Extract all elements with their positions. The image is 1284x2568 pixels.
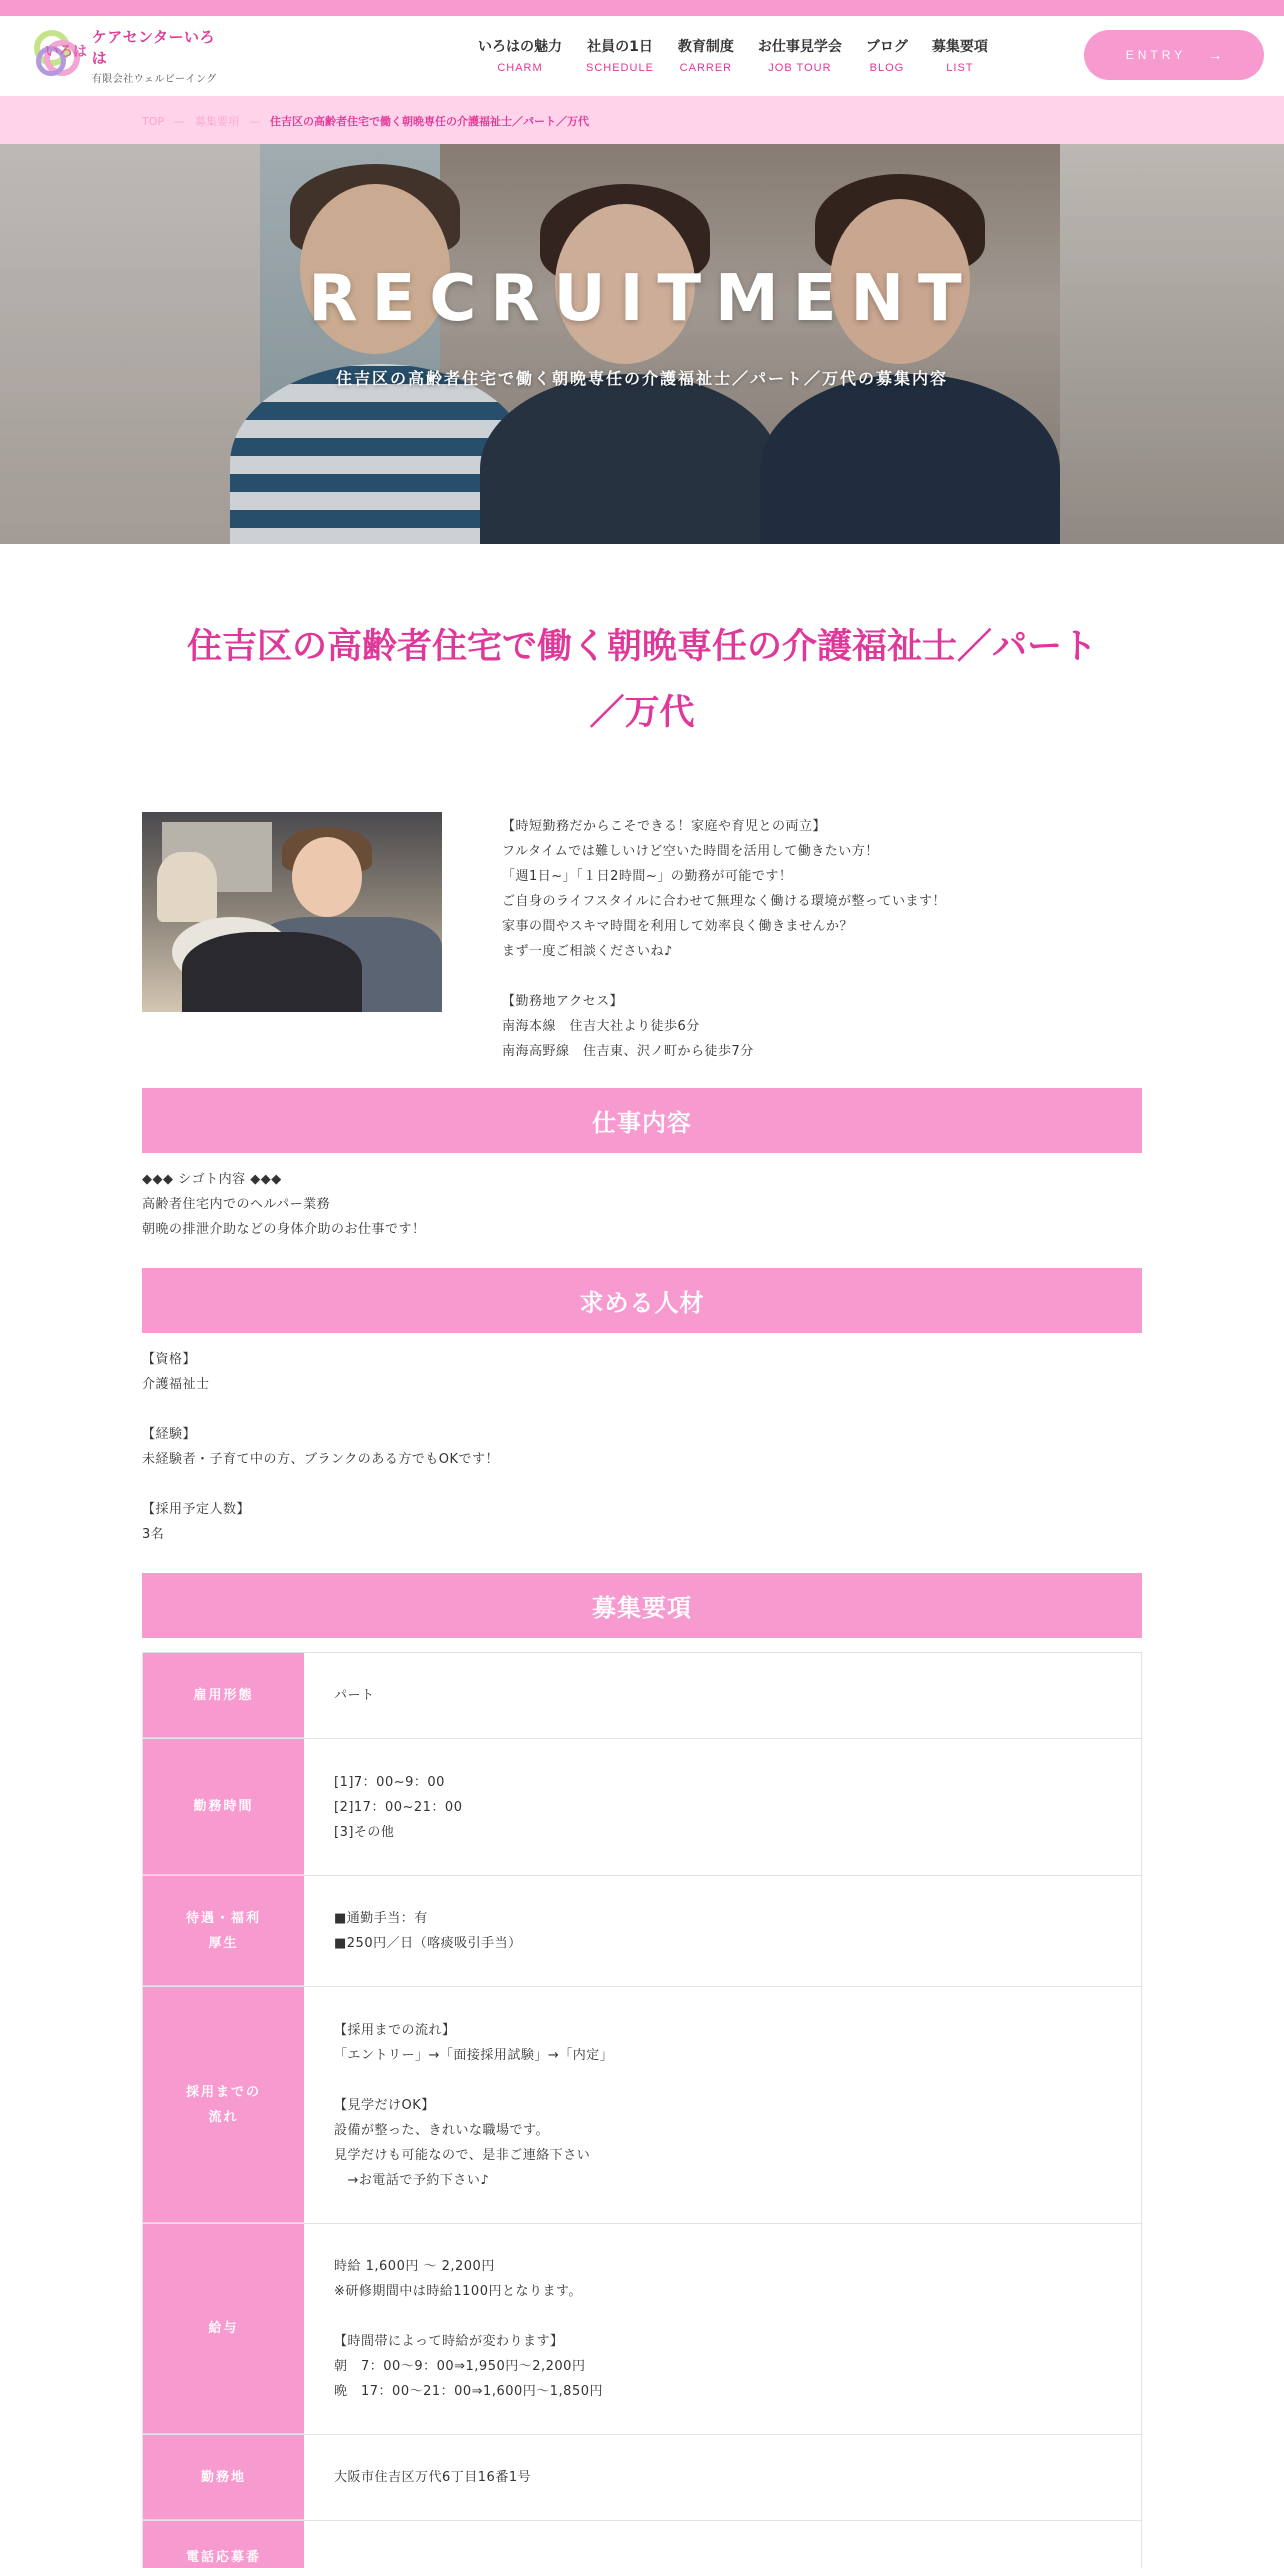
table-row-value [304, 2435, 1141, 2520]
nav-label-ja: 社員の1日 [587, 39, 653, 55]
value-line: 設備が整った、きれいな職場です。 [334, 2122, 549, 2138]
logo-mark-icon [30, 26, 88, 84]
wanted-line: 介護福祉士 [142, 1377, 210, 1392]
value-line: ■通勤手当：有 [334, 1911, 428, 1926]
nav-item-list[interactable] [932, 36, 988, 74]
value-line: 【見学だけOK】 [334, 2097, 435, 2113]
value-line: [2]17：00~21：00 [334, 1799, 463, 1815]
table-row [143, 1987, 1141, 2224]
nav-label-en: CARRER [679, 62, 733, 74]
nav-label-en: CHARM [497, 62, 543, 74]
wanted-line: 【採用予定人数】 [142, 1502, 251, 1517]
table-row-label [143, 1653, 304, 1738]
nav-item-schedule[interactable] [586, 36, 654, 74]
breadcrumb-current: 住吉区の高齢者住宅で働く朝晩専任の介護福祉士／パート／万代 [270, 115, 590, 128]
hero-title: RECRUITMENT [308, 262, 976, 336]
intro-line: ご自身のライフスタイルに合わせて無理なく働ける環境が整っています！ [502, 894, 946, 909]
value-line: ■250円／日（喀痰吸引手当） [334, 1936, 522, 1951]
entry-button[interactable] [1084, 30, 1264, 80]
table-row [143, 2224, 1141, 2435]
value-line: ※研修期間中は時給1100円となります。 [334, 2284, 582, 2299]
label-line: 勤務地 [200, 2469, 246, 2485]
label-line: 勤務時間 [193, 1799, 254, 1814]
value-line: 時給 1,600円 ～ 2,200円 [334, 2259, 495, 2274]
value-line: →お電話で予約下さい♪ [334, 2172, 490, 2188]
intro-photo [142, 812, 442, 1012]
wanted-line: 未経験者・子育て中の方、ブランクのある方でもOKです！ [142, 1452, 499, 1467]
wanted-line: 【資格】 [142, 1352, 197, 1367]
hero-banner [0, 144, 1284, 544]
intro-line: まず一度ご相談くださいね♪ [502, 944, 673, 959]
section-heading-job-content: 仕事内容 [142, 1088, 1142, 1153]
breadcrumb-top[interactable]: TOP [142, 114, 165, 128]
intro-line: 南海本線 住吉大社より徒歩6分 [502, 1019, 700, 1034]
intro-line: 【時短勤務だからこそできる！家庭や育児との両立】 [502, 819, 827, 834]
job-content-line: ◆◆◆ シゴト内容 ◆◆◆ [142, 1172, 282, 1187]
page-title [142, 614, 1142, 746]
breadcrumb-bar [0, 96, 1284, 144]
value-line: 「エントリー」→「面接採用試験」→「内定」 [334, 2047, 614, 2063]
wanted-line: 【経験】 [142, 1427, 197, 1442]
nav-label-ja: お仕事見学会 [757, 39, 842, 55]
value-line [334, 2068, 1111, 2093]
top-accent-bar [0, 0, 1284, 16]
hero-subtitle: 住吉区の高齢者住宅で働く朝晩専任の介護福祉士／パート／万代の募集内容 [335, 369, 948, 388]
table-row-label [143, 2435, 304, 2520]
value-line: 見学だけも可能なので、是非ご連絡下さい [334, 2147, 591, 2163]
nav-item-blog[interactable] [866, 36, 908, 74]
entry-button-label: ENTRY [1125, 48, 1187, 62]
job-content-text [142, 1167, 1142, 1242]
label-line: 待遇・福利 [185, 1910, 261, 1926]
requirements-table [142, 1652, 1142, 2568]
logo-glyph: いろは [45, 44, 87, 60]
intro-line: 家事の間やスキマ時間を利用して効率良く働きませんか？ [502, 919, 854, 934]
wanted-line [142, 1397, 1142, 1422]
wanted-line [142, 1472, 1142, 1497]
intro-line: フルタイムでは難しいけど空いた時間を活用して働きたい方！ [502, 844, 879, 859]
nav-label-en: LIST [946, 62, 974, 74]
wanted-line: 3名 [142, 1527, 165, 1542]
breadcrumb-list[interactable]: 募集要項 [195, 115, 240, 128]
nav-item-job-tour[interactable] [758, 36, 842, 74]
wanted-text [142, 1347, 1142, 1547]
table-row [143, 2435, 1141, 2521]
table-row-value [304, 1876, 1141, 1986]
arrow-right-icon: → [1208, 47, 1223, 63]
value-line: 晩 17：00～21：00⇒1,600円～1,850円 [334, 2384, 603, 2399]
value-line: 朝 7：00～9：00⇒1,950円～2,200円 [334, 2359, 586, 2374]
label-line: 給与 [208, 2321, 239, 2336]
table-row [143, 1739, 1141, 1876]
main-nav [478, 36, 1012, 74]
value-line: 【時間帯によって時給が変わります】 [334, 2334, 564, 2349]
table-row-label [143, 1987, 304, 2223]
label-line: 採用までの [185, 2084, 261, 2100]
label-line: 電話応募番 [185, 2550, 261, 2565]
nav-label-ja: ブログ [865, 39, 908, 55]
intro-line [502, 964, 1142, 989]
table-row-label [143, 2224, 304, 2434]
nav-label-en: BLOG [869, 62, 905, 74]
value-line: [1]7：00~9：00 [334, 1774, 445, 1790]
table-row-value [304, 1987, 1141, 2223]
table-row-label [143, 1739, 304, 1875]
value-line: 【採用までの流れ】 [334, 2022, 456, 2038]
logo-company: 有限会社ウェルビーイング [91, 73, 217, 85]
breadcrumb [142, 113, 589, 129]
job-content-line: 朝晩の排泄介助などの身体介助のお仕事です！ [142, 1222, 426, 1237]
table-row [143, 1876, 1141, 1987]
logo-name: ケアセンターいろは [91, 27, 216, 67]
table-row-value [304, 1739, 1141, 1875]
nav-label-en: SCHEDULE [586, 62, 654, 74]
label-line: 雇用形態 [193, 1687, 254, 1703]
breadcrumb-separator: — [174, 114, 186, 128]
table-row-label [143, 2521, 304, 2568]
site-logo[interactable] [30, 22, 230, 88]
nav-item-charm[interactable] [478, 36, 562, 74]
section-heading-wanted: 求める人材 [142, 1268, 1142, 1333]
table-row [143, 1653, 1141, 1739]
section-heading-requirements: 募集要項 [142, 1573, 1142, 1638]
nav-item-carrer[interactable] [678, 36, 734, 74]
table-row-value [304, 1653, 1141, 1738]
intro-line: 南海高野線 住吉東、沢ノ町から徒歩7分 [502, 1044, 754, 1059]
value-line [334, 2521, 1111, 2546]
nav-label-en: JOB TOUR [768, 62, 832, 74]
table-row-value [304, 2224, 1141, 2434]
job-content-line: 高齢者住宅内でのヘルパー業務 [142, 1197, 331, 1212]
breadcrumb-separator: — [249, 114, 261, 128]
nav-label-ja: 募集要項 [931, 39, 988, 55]
site-header [0, 16, 1284, 96]
nav-label-ja: 教育制度 [677, 39, 734, 55]
page-title-line: 住吉区の高齢者住宅で働く朝晩専任の介護福祉士／パート [186, 627, 1097, 667]
table-row [143, 2521, 1141, 2568]
table-row-value [304, 2521, 1141, 2546]
intro-line: 【勤務地アクセス】 [502, 994, 624, 1009]
nav-label-ja: いろはの魅力 [478, 39, 562, 55]
label-line: 厚生 [208, 1935, 239, 1951]
intro-line: 「週1日~」「１日2時間~」の勤務が可能です！ [502, 869, 793, 884]
value-line: 大阪市住吉区万代6丁目16番1号 [334, 2470, 532, 2485]
value-line [334, 2304, 1111, 2329]
intro-text [502, 814, 1142, 1064]
table-row-label [143, 1876, 304, 1986]
value-line: [3]その他 [334, 1824, 395, 1840]
page-title-line: ／万代 [589, 693, 695, 733]
value-line: パート [334, 1688, 375, 1703]
label-line: 流れ [208, 2109, 239, 2125]
